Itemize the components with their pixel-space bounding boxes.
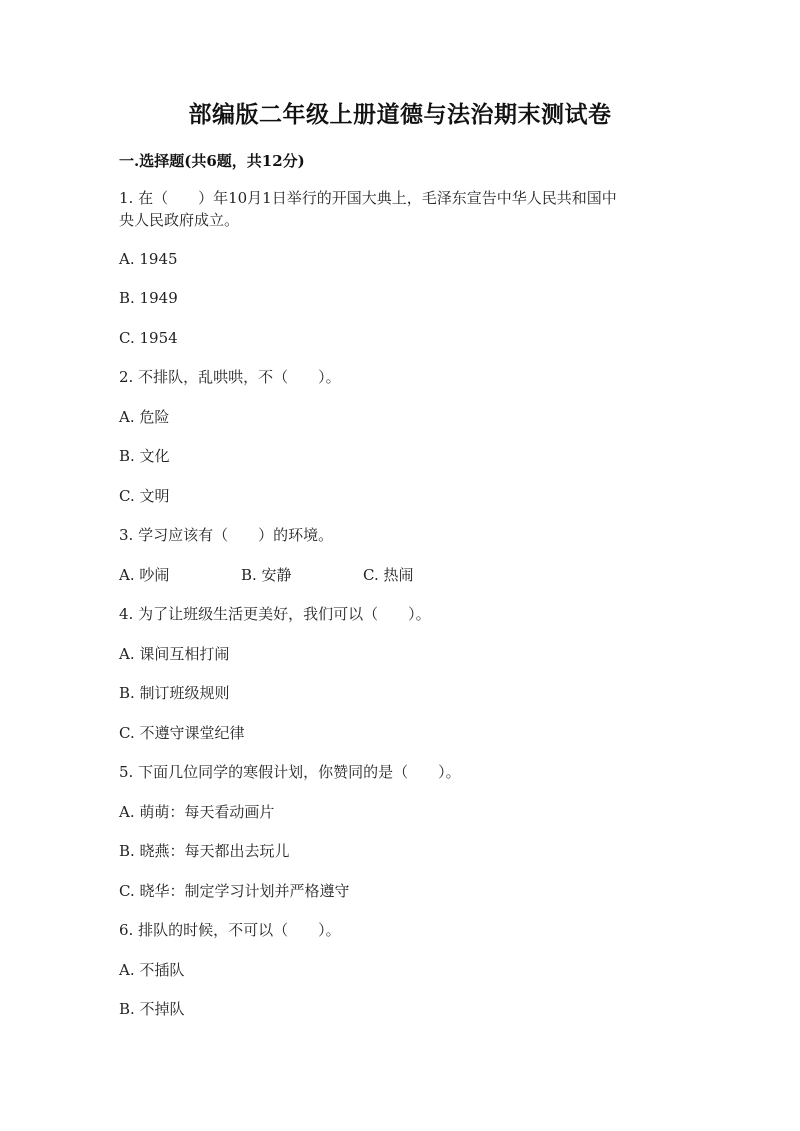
question-1-option-a: A. 1945 [119,250,178,268]
question-6-option-a: A. 不插队 [119,961,185,979]
question-4-stem: 4. 为了让班级生活更美好，我们可以（ ）。 [119,605,431,623]
question-2-option-c: C. 文明 [119,487,170,505]
question-6-option-b: B. 不掉队 [119,1000,185,1018]
question-3-stem: 3. 学习应该有（ ）的环境。 [119,526,334,544]
question-1-stem-line1: 1. 在（ ）年10月1日举行的开国大典上，毛泽东宣告中华人民共和国中 [119,189,617,207]
question-2-option-b: B. 文化 [119,447,170,465]
question-3-option-b: B. 安静 [241,566,292,584]
question-5-stem: 5. 下面几位同学的寒假计划，你赞同的是（ ）。 [119,763,461,781]
question-5-option-c: C. 晓华：制定学习计划并严格遵守 [119,882,350,900]
page-title: 部编版二年级上册道德与法治期末测试卷 [188,101,612,128]
question-1-option-c: C. 1954 [119,329,178,347]
question-4-option-b: B. 制订班级规则 [119,684,230,702]
question-3-option-c: C. 热闹 [363,566,414,584]
question-4-option-c: C. 不遵守课堂纪律 [119,724,245,742]
question-1-option-b: B. 1949 [119,289,178,307]
question-3-option-a: A. 吵闹 [119,566,170,584]
question-6-stem: 6. 排队的时候，不可以（ ）。 [119,921,341,939]
question-5-option-b: B. 晓燕：每天都出去玩儿 [119,842,290,860]
question-2-stem: 2. 不排队，乱哄哄，不（ ）。 [119,368,341,386]
question-4-option-a: A. 课间互相打闹 [119,645,230,663]
section-heading: 一.选择题(共6题，共12分) [119,152,305,170]
question-1-stem-line2: 央人民政府成立。 [119,211,240,229]
question-5-option-a: A. 萌萌：每天看动画片 [119,803,275,821]
question-2-option-a: A. 危险 [119,408,170,426]
